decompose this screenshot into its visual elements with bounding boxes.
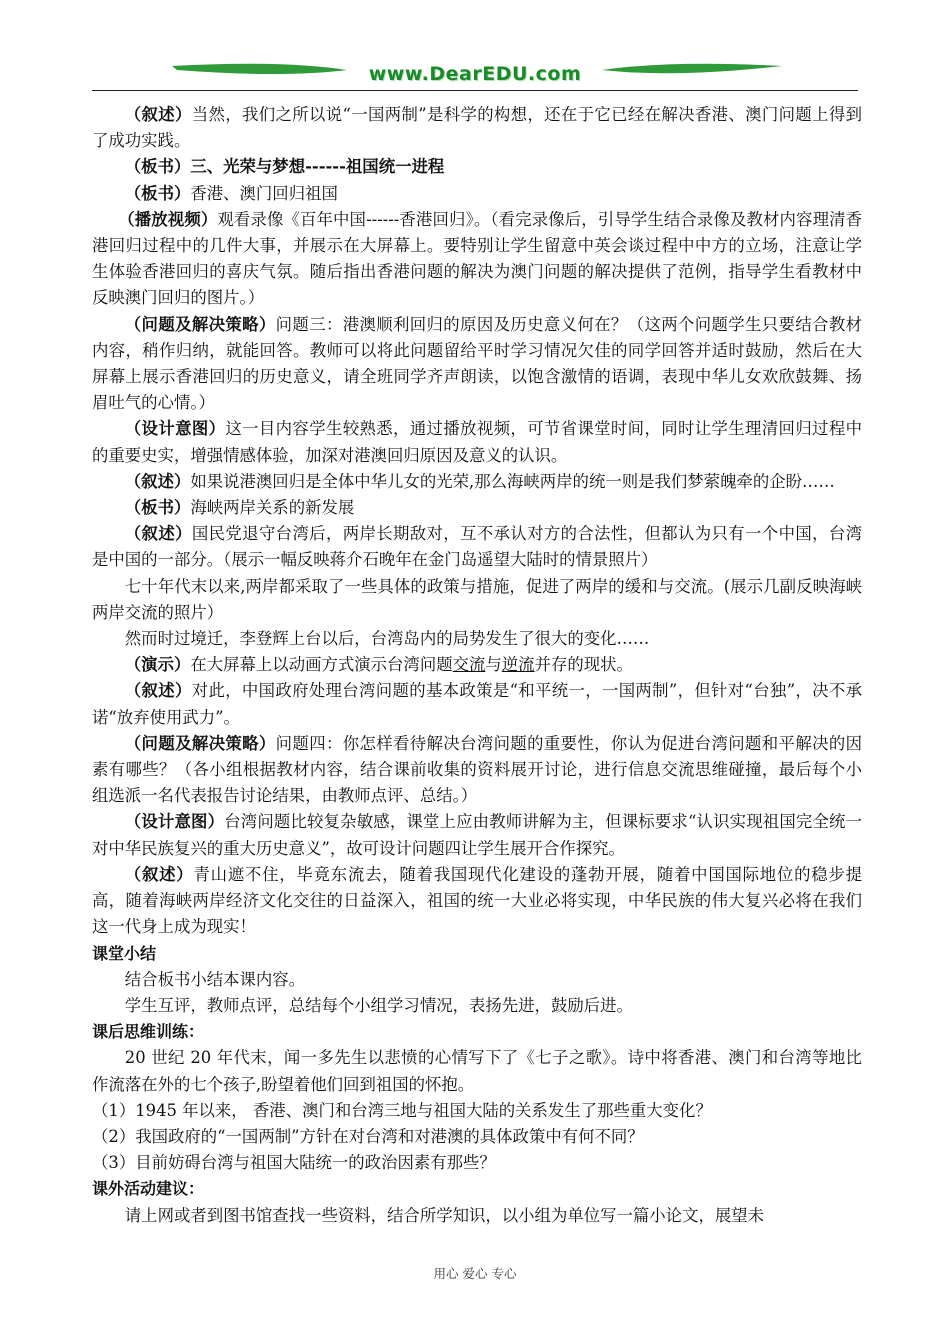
section-heading-exercises: 课后思维训练： <box>92 1022 205 1042</box>
para-text: 海峡两岸关系的新发展 <box>190 498 355 518</box>
document-body <box>92 102 862 1229</box>
para-text: 香港、澳门回归祖国 <box>190 183 338 203</box>
para-text: 与 <box>485 655 502 675</box>
para-label: （播放视频） <box>118 209 218 229</box>
para-text: 观看录像《百年中国------香港回归》。（看完录像后，引导学生结合录像及教材内容理清香港回归过程中的几件大事，并展示在大屏幕上。要特别让学生留意中英会谈过程中中方的立场，注意让学生体验香港回归的喜庆气氛。随后指出香港问题的解决为澳门问题的解决提供了范例，指导学生看教材中反映澳门回归的图片。） <box>92 209 863 308</box>
section-heading-summary: 课堂小结 <box>92 943 157 963</box>
paragraph-board-1 <box>92 181 862 207</box>
paragraph-narration-2 <box>92 469 862 495</box>
paragraph-video <box>92 207 862 312</box>
para-label: （叙述） <box>124 471 191 491</box>
exercise-question-3: （3）目前妨碍台湾与祖国大陆统一的政治因素有那些？ <box>92 1153 496 1173</box>
exercise-intro: 20 世纪 20 年代末，闻一多先生以悲愤的心情写下了《七子之歌》。诗中将香港、澳门和台湾等地比作流落在外的七个孩子,盼望着他们回到祖国的怀抱。 <box>92 1048 862 1094</box>
paragraph-board-2 <box>92 495 862 521</box>
paragraph-lee-denghui: 然而时过境迁，李登辉上台以后，台湾岛内的局势发生了很大的变化…… <box>124 629 650 649</box>
page-footer: 用心 爱心 专心 <box>433 1266 517 1281</box>
para-text: 青山遮不住，毕竟东流去，随着我国现代化建设的蓬勃开展，随着中国国际地位的稳步提高，随着海峡两岸经济文化交往的日益深入，祖国的统一大业必将实现，中华民族的伟大复兴必将在我们这一代身上成为现实！ <box>92 864 863 937</box>
para-text: 当然，我们之所以说“一国两制”是科学的构想，还在于它已经在解决香港、澳门问题上得到了成功实践。 <box>92 105 862 151</box>
underlined-term-countercurrent: 逆流 <box>501 655 535 675</box>
para-label: （演示） <box>124 655 191 675</box>
para-text: 对此，中国政府处理台湾问题的基本政策是“和平统一，一国两制”，但针对“台独”，决不承诺“放弃使用武力”。 <box>92 681 863 727</box>
header-rule <box>92 90 858 91</box>
para-label: （问题及解决策略） <box>124 733 276 753</box>
site-logo-text[interactable]: www.DearEDU.com <box>368 63 582 85</box>
exercise-question-1: （1）1945 年以来， 香港、澳门和台湾三地与祖国大陆的关系发生了那些重大变化？ <box>92 1100 712 1120</box>
underlined-term-exchange: 交流 <box>452 655 486 675</box>
para-label: （设计意图） <box>124 419 226 439</box>
para-text: 问题三：港澳顺利回归的原因及历史意义何在？（这两个问题学生只要结合教材内容，稍作归纳，就能回答。教师可以将此问题留给平时学习情况欠佳的同学回答并适时鼓励，然后在大屏幕上展示香港回归的历史意义，请全班同学齐声朗读，以饱含激情的语调，表现中华儿女欢欣鼓舞、扬眉吐气的心情。） <box>92 314 863 413</box>
para-label: （板书） <box>124 183 191 203</box>
summary-line-2: 学生互评，教师点评，总结每个小组学习情况，表扬先进，鼓励后进。 <box>124 995 633 1015</box>
para-label: （叙述） <box>124 864 194 884</box>
section-heading-activities: 课外活动建议： <box>92 1179 205 1199</box>
board-heading-3: （板书）三、光荣与梦想------祖国统一进程 <box>124 157 445 177</box>
paragraph-demo <box>92 652 862 678</box>
paragraph-question-3 <box>92 312 862 417</box>
paragraph-narration-3 <box>92 521 862 573</box>
para-label: （板书） <box>124 498 191 518</box>
paragraph-narration-4 <box>92 678 862 730</box>
para-text: 这一目内容学生较熟悉，通过播放视频，可节省课堂时间，同时让学生理清回归过程中的重要史实，增强情感体验，加深对港澳回归原因及意义的认识。 <box>92 419 862 465</box>
para-text: 并存的现状。 <box>534 655 633 675</box>
paragraph-question-4 <box>92 731 862 810</box>
site-header <box>92 56 858 94</box>
para-label: （叙述） <box>124 681 192 701</box>
paragraph-design-intent-2 <box>92 809 862 861</box>
para-label: （叙述） <box>124 524 192 544</box>
activity-suggestion: 请上网或者到图书馆查找一些资料，结合所学知识，以小组为单位写一篇小论文，展望未 <box>124 1205 765 1225</box>
paragraph-design-intent-1 <box>92 416 862 468</box>
para-text: 国民党退守台湾后，两岸长期敌对，互不承认对方的合法性，但都认为只有一个中国，台湾是中国的一部分。（展示一幅反映蒋介石晚年在金门岛遥望大陆时的情景照片） <box>92 524 863 570</box>
para-text: 问题四：你怎样看待解决台湾问题的重要性，你认为促进台湾问题和平解决的因素有哪些？（各小组根据教材内容，结合课前收集的资料展开讨论，进行信息交流思维碰撞，最后每个小组选派一名代表报告讨论结果，由教师点评、总结。） <box>92 733 863 806</box>
para-text: 在大屏幕上以动画方式演示台湾问题 <box>190 655 453 675</box>
para-label: （设计意图） <box>124 812 225 832</box>
paragraph-seventies: 七十年代末以来,两岸都采取了一些具体的政策与措施，促进了两岸的缓和与交流。(展示几副反映海峡两岸交流的照片） <box>92 576 862 622</box>
para-text: 台湾问题比较复杂敏感，课堂上应由教师讲解为主，但课标要求“认识实现祖国完全统一对中华民族复兴的重大历史意义”，故可设计问题四让学生展开合作探究。 <box>92 812 862 858</box>
exercise-question-2: （2）我国政府的“一国两制”方针在对台湾和对港澳的具体政策中有何不同？ <box>92 1126 644 1146</box>
para-label: （叙述） <box>124 105 192 124</box>
paragraph-narration-5 <box>92 862 862 941</box>
para-label: （问题及解决策略） <box>124 314 276 334</box>
para-text: 如果说港澳回归是全体中华儿女的光荣,那么海峡两岸的统一则是我们梦萦魄牵的企盼…… <box>190 471 835 491</box>
summary-line-1: 结合板书小结本课内容。 <box>124 969 306 989</box>
paragraph-narration-1 <box>92 102 862 154</box>
